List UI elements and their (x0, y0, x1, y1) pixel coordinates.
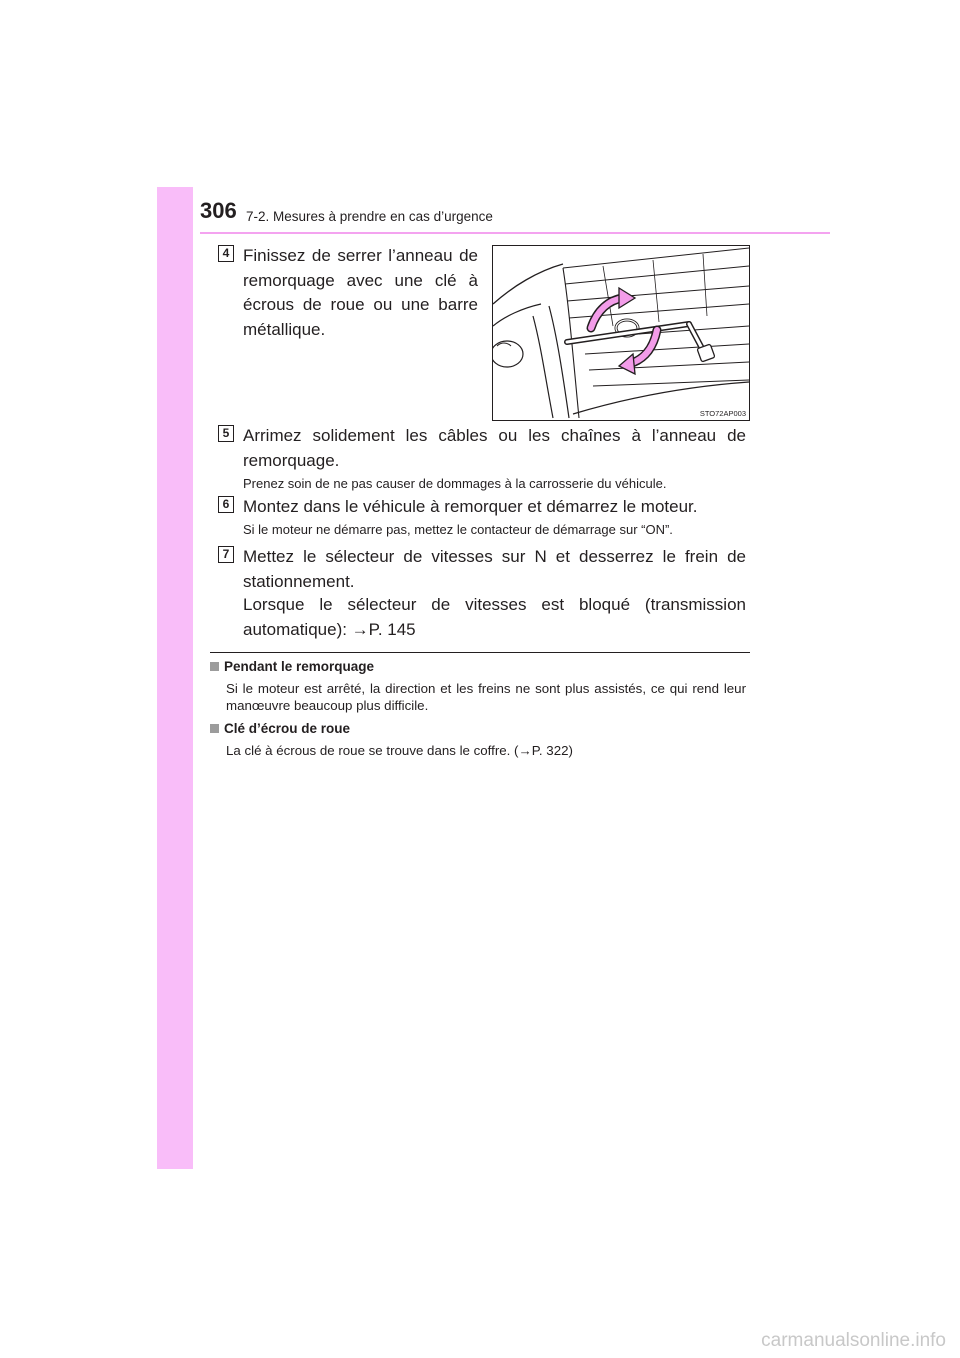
section-towing-body: Si le moteur est arrêté, la direction et les freins ne sont plus assistés, ce qui rend leur manœuvre beaucoup plus difficile. (226, 681, 746, 713)
header-divider (200, 232, 830, 234)
tow-hook-wrench-illustration (493, 246, 749, 420)
step-7-text-2: Lorsque le sélecteur de vitesses est bloqué (transmission automatique): →P. 145 (243, 595, 746, 639)
tow-hook-figure (492, 245, 750, 421)
step-6-note: Si le moteur ne démarre pas, mettez le contacteur de démarrage sur “ON”. (243, 522, 673, 537)
step-4-number: 4 (218, 245, 234, 262)
step-4-text: Finissez de serrer l’anneau de remorquage avec une clé à écrous de roue ou une barre métallique. (243, 246, 478, 339)
section-wrench-heading (210, 721, 350, 736)
step-7-text: Mettez le sélecteur de vitesses sur N et desserrez le frein de stationnement. (243, 547, 746, 591)
section-wrench-title: Clé d’écrou de roue (224, 721, 351, 736)
step-6-text: Montez dans le véhicule à remorquer et démarrez le moteur. (243, 497, 698, 516)
section-title: 7-2. Mesures à prendre en cas d’urgence (246, 209, 493, 224)
section-towing-title: Pendant le remorquage (224, 659, 375, 674)
step-5-text: Arrimez solidement les câbles ou les chaînes à l’anneau de remorquage. (243, 426, 746, 470)
section-wrench-body: La clé à écrous de roue se trouve dans le coffre. (→P. 322) (226, 743, 573, 758)
square-bullet-icon (210, 724, 219, 733)
side-color-strip (157, 187, 193, 1169)
page-header (200, 198, 830, 236)
step-7-number: 7 (218, 546, 234, 563)
section-towing-heading (210, 659, 374, 674)
page-number: 306 (200, 198, 237, 223)
step-6-number: 6 (218, 496, 234, 513)
square-bullet-icon (210, 662, 219, 671)
section-divider (210, 652, 750, 653)
step-5-note: Prenez soin de ne pas causer de dommages à la carrosserie du véhicule. (243, 476, 667, 491)
step-5-number: 5 (218, 425, 234, 442)
figure-code: STO72AP003 (699, 409, 746, 418)
watermark: carmanualsonline.info (761, 1330, 946, 1351)
